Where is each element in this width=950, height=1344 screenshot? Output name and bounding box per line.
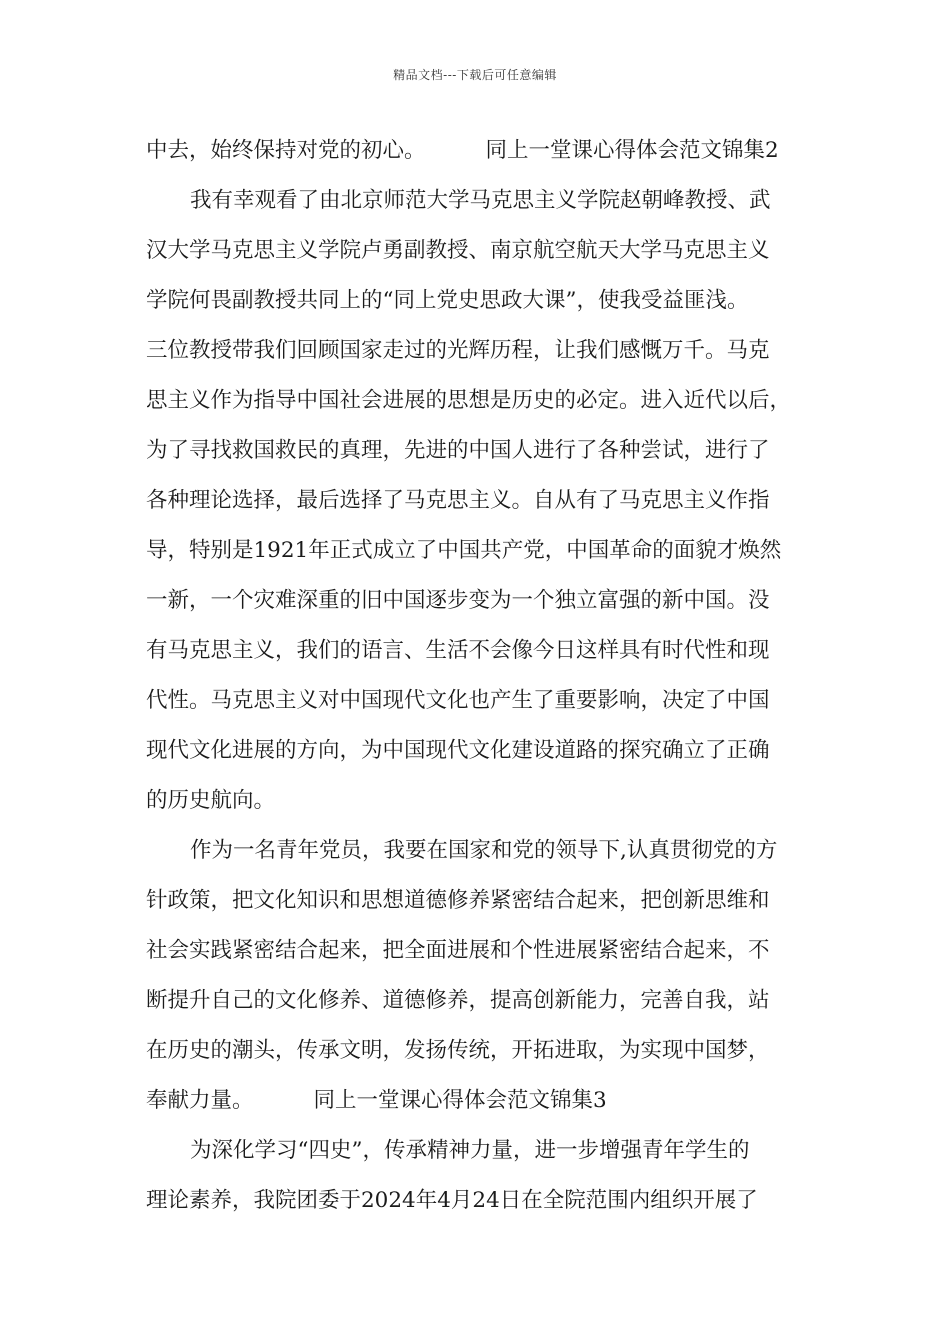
line-text: 奉献力量。 [146,1088,254,1113]
text-line: 的历史航向。 [146,788,276,813]
document-body [146,126,808,1226]
text-line: 在历史的潮头，传承文明，发扬传统，开拓进取，为实现中国梦， [146,1038,770,1063]
text-line: 理论素养，我院团委于2024年4月24日在全院范围内组织开展了 [146,1188,758,1213]
text-line: 三位教授带我们回顾国家走过的光辉历程，让我们感慨万千。马克 [146,338,770,363]
text-line: 现代文化进展的方向，为中国现代文化建设道路的探究确立了正确 [146,738,770,763]
page-header: 精品文档---下载后可任意编辑 [393,68,557,82]
paragraph-start-line: 我有幸观看了由北京师范大学马克思主义学院赵朝峰教授、武 [190,188,771,213]
text-line: 为了寻找救国救民的真理，先进的中国人进行了各种尝试，进行了 [146,438,770,463]
paragraph-start-line: 作为一名青年党员，我要在国家和党的领导下,认真贯彻党的方 [190,838,778,863]
text-line: 汉大学马克思主义学院卢勇副教授、南京航空航天大学马克思主义 [146,238,770,263]
text-line: 社会实践紧密结合起来，把全面进展和个性进展紧密结合起来，不 [146,938,770,963]
section-title: 同上一堂课心得体会范文锦集2 [485,138,779,163]
text-line: 学院何畏副教授共同上的“同上党史思政大课”，使我受益匪浅。 [146,288,749,313]
text-line [146,1076,808,1126]
line-text: 中去，始终保持对党的初心。 [146,138,426,163]
text-line: 代性。马克思主义对中国现代文化也产生了重要影响，决定了中国 [146,688,770,713]
text-line: 各种理论选择，最后选择了马克思主义。自从有了马克思主义作指 [146,488,770,513]
text-line: 一新，一个灾难深重的旧中国逐步变为一个独立富强的新中国。没 [146,588,770,613]
text-line: 有马克思主义，我们的语言、生活不会像今日这样具有时代性和现 [146,638,770,663]
section-title: 同上一堂课心得体会范文锦集3 [313,1088,607,1113]
text-line: 导，特别是1921年正式成立了中国共产党，中国革命的面貌才焕然 [146,538,782,563]
paragraph-start-line: 为深化学习“四史”，传承精神力量，进一步增强青年学生的 [190,1138,750,1163]
text-line: 断提升自己的文化修养、道德修养，提高创新能力，完善自我，站 [146,988,770,1013]
text-line: 思主义作为指导中国社会进展的思想是历史的必定。进入近代以后， [146,388,792,413]
text-line: 针政策，把文化知识和思想道德修养紧密结合起来，把创新思维和 [146,888,770,913]
text-line [146,126,808,176]
